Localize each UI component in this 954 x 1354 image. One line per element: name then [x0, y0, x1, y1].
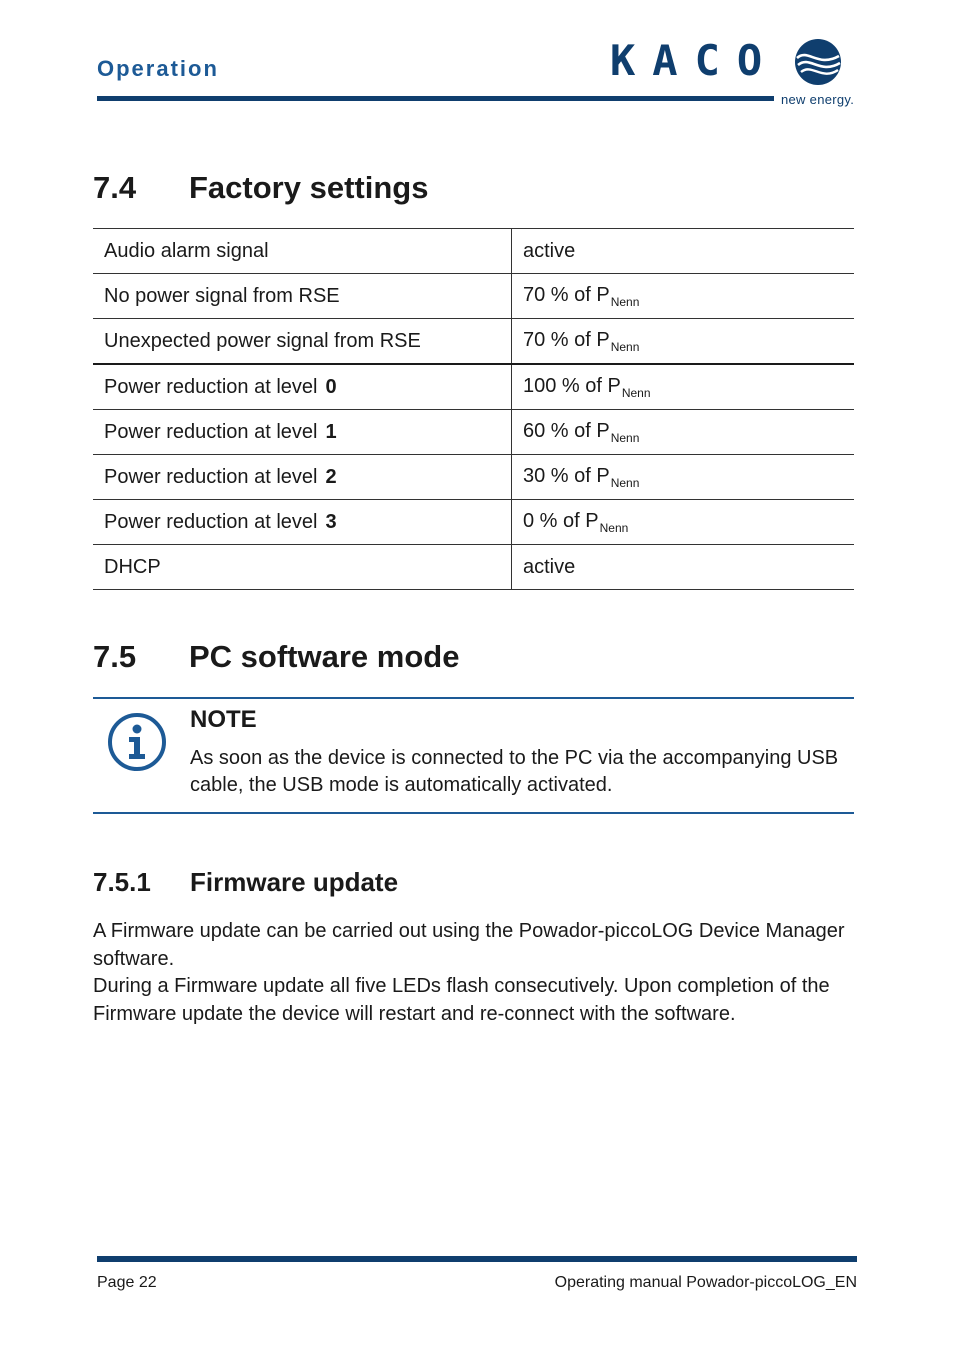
setting-label: DHCP [104, 555, 161, 578]
setting-label: Power reduction at level [104, 510, 318, 533]
setting-name-cell [93, 229, 512, 274]
note-bottom-rule [93, 812, 854, 814]
note-top-rule [93, 697, 854, 699]
section-number: 7.4 [93, 170, 137, 205]
setting-value: 0 % of P [523, 509, 599, 532]
section-heading-factory-settings [93, 170, 793, 210]
footer-rule [97, 1256, 857, 1262]
table-row [93, 229, 854, 274]
setting-level: 0 [325, 375, 337, 398]
section-number: 7.5 [93, 639, 137, 674]
setting-value-cell [512, 274, 855, 319]
setting-value-cell [512, 545, 855, 590]
setting-value: active [523, 555, 576, 578]
setting-value: 70 % of P [523, 283, 610, 306]
setting-level: 1 [325, 420, 337, 443]
setting-name-cell [93, 545, 512, 590]
setting-name-cell [93, 455, 512, 500]
setting-name-cell [93, 500, 512, 545]
setting-label: Power reduction at level [104, 465, 318, 488]
page-number: Page 22 [97, 1274, 157, 1291]
setting-label: Power reduction at level [104, 375, 318, 398]
subsection-number: 7.5.1 [93, 867, 151, 897]
setting-name-cell [93, 410, 512, 455]
firmware-update-body [93, 918, 863, 1028]
setting-value-subscript: Nenn [610, 430, 640, 445]
setting-name-cell [93, 274, 512, 319]
setting-value-cell [512, 410, 855, 455]
table-row [93, 500, 854, 545]
table-row [93, 274, 854, 319]
setting-value-subscript: Nenn [610, 339, 640, 354]
table-row [93, 364, 854, 410]
info-icon [107, 712, 167, 772]
section-heading-pc-software-mode [93, 639, 793, 679]
setting-level: 2 [325, 465, 337, 488]
setting-value-subscript: Nenn [610, 475, 640, 490]
table-row [93, 410, 854, 455]
setting-value: 30 % of P [523, 464, 610, 487]
kaco-wave-logo-icon [794, 38, 842, 86]
setting-label: Audio alarm signal [104, 239, 269, 262]
setting-value-cell [512, 364, 855, 410]
factory-settings-table [93, 228, 854, 590]
section-title: Factory settings [189, 170, 429, 205]
setting-value: 70 % of P [523, 328, 610, 351]
setting-name-cell [93, 364, 512, 410]
setting-value-cell [512, 455, 855, 500]
setting-value: 60 % of P [523, 419, 610, 442]
setting-value-subscript: Nenn [610, 294, 640, 309]
setting-value-cell [512, 500, 855, 545]
setting-label: Unexpected power signal from RSE [104, 329, 421, 352]
setting-label: Power reduction at level [104, 420, 318, 443]
setting-value: active [523, 239, 576, 262]
note-text: As soon as the device is connected to the PC via the accompanying USB cable, the USB mode is automatically activated. [190, 747, 839, 796]
setting-level: 3 [325, 510, 337, 533]
subsection-title: Firmware update [190, 867, 399, 897]
setting-value-subscript: Nenn [599, 520, 629, 535]
setting-name-cell [93, 319, 512, 365]
table-row [93, 455, 854, 500]
logo-tagline: new energy. [781, 92, 855, 107]
setting-value-cell [512, 319, 855, 365]
document-title: Operating manual Powador-piccoLOG_EN [554, 1274, 857, 1291]
setting-value-cell [512, 229, 855, 274]
table-row [93, 319, 854, 365]
table-row [93, 545, 854, 590]
header-rule [97, 96, 774, 101]
subsection-heading-firmware-update [93, 867, 793, 901]
paragraph: During a Firmware update all five LEDs flash consecutively. Upon completion of the Firmware update the device will restart and re-connect with the software. [93, 975, 830, 1025]
note-title: NOTE [190, 706, 257, 733]
setting-value: 100 % of P [523, 374, 621, 397]
logo-wordmark: KACO [610, 36, 780, 85]
setting-label: No power signal from RSE [104, 284, 340, 307]
paragraph: A Firmware update can be carried out using the Powador-piccoLOG Device Manager software. [93, 920, 845, 970]
setting-value-subscript: Nenn [621, 385, 651, 400]
section-title: PC software mode [189, 639, 460, 674]
running-head: Operation [97, 56, 219, 81]
